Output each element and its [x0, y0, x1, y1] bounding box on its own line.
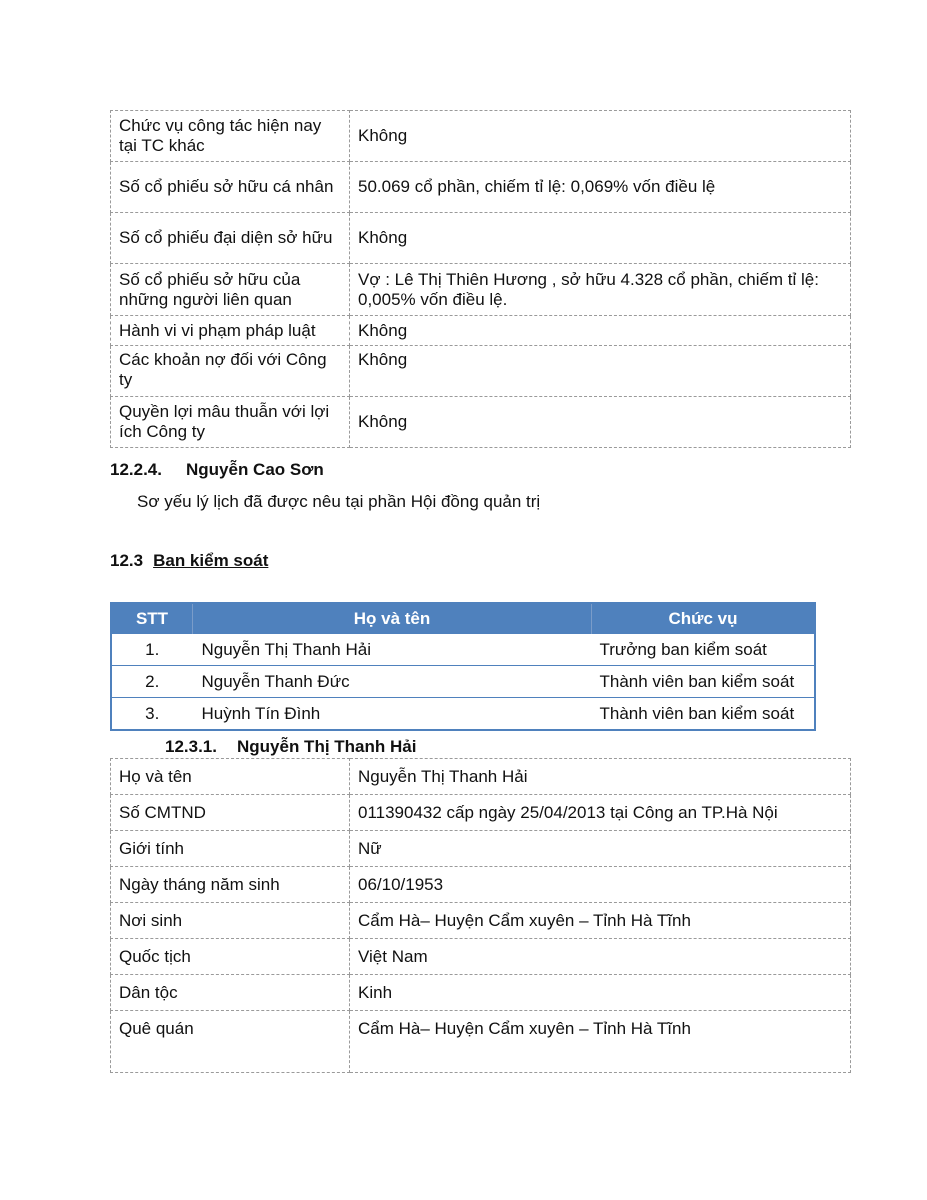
- role-cell: Thành viên ban kiểm soát: [592, 666, 816, 698]
- table-row: [111, 698, 815, 731]
- section-number: 12.3.1.: [165, 737, 217, 756]
- table-row: [111, 831, 851, 867]
- table-row: [111, 975, 851, 1011]
- role-cell: Trưởng ban kiểm soát: [592, 634, 816, 666]
- section-number: 12.2.4.: [110, 460, 162, 479]
- row-label: Dân tộc: [111, 975, 350, 1011]
- row-value: Kinh: [350, 975, 851, 1011]
- table-row: [111, 903, 851, 939]
- table-row: [111, 264, 851, 316]
- table-row: [111, 213, 851, 264]
- table-row: [111, 162, 851, 213]
- row-value: Nữ: [350, 831, 851, 867]
- row-label: Quốc tịch: [111, 939, 350, 975]
- row-label: Ngày tháng năm sinh: [111, 867, 350, 903]
- column-header-role: Chức vụ: [592, 603, 816, 634]
- section-title: Ban kiểm soát: [153, 551, 269, 570]
- table-row: [111, 316, 851, 346]
- row-label: Hành vi vi phạm pháp luật: [111, 316, 350, 346]
- table-row: [111, 1011, 851, 1073]
- member-info-table: [110, 110, 851, 448]
- row-label: Chức vụ công tác hiện nay tại TC khác: [111, 111, 350, 162]
- role-cell: Thành viên ban kiểm soát: [599, 703, 795, 723]
- row-value: 50.069 cổ phần, chiếm tỉ lệ: 0,069% vốn điều lệ: [350, 162, 851, 213]
- row-value: Không: [350, 316, 851, 346]
- name-cell: Nguyễn Thị Thanh Hải: [193, 634, 592, 666]
- section-title: Nguyễn Thị Thanh Hải: [237, 737, 417, 756]
- row-value: Không: [350, 397, 851, 448]
- table-row: [111, 867, 851, 903]
- row-value: Cẩm Hà– Huyện Cẩm xuyên – Tỉnh Hà Tĩnh: [350, 903, 851, 939]
- section-title: Nguyễn Cao Sơn: [186, 460, 324, 479]
- table-row: [111, 759, 851, 795]
- table-row: [111, 795, 851, 831]
- table-row: [111, 634, 815, 666]
- name-cell: Nguyễn Thanh Đức: [193, 666, 592, 698]
- section-number: 12.3: [110, 551, 144, 570]
- row-label: Số cổ phiếu sở hữu của những người liên quan: [111, 264, 350, 316]
- row-value: Cẩm Hà– Huyện Cẩm xuyên – Tỉnh Hà Tĩnh: [350, 1011, 851, 1073]
- row-label: Nơi sinh: [111, 903, 350, 939]
- row-label: Các khoản nợ đối với Công ty: [111, 346, 350, 397]
- name-cell: Huỳnh Tín Đình: [201, 703, 321, 723]
- table-header-row: [111, 603, 815, 634]
- row-label: Số CMTND: [111, 795, 350, 831]
- profile-table: [110, 758, 851, 1073]
- row-label: Số cổ phiếu sở hữu cá nhân: [111, 162, 350, 213]
- stt-cell: 2.: [111, 666, 193, 698]
- row-value: Không: [350, 213, 851, 264]
- table-row: [111, 397, 851, 448]
- row-value: Không: [350, 111, 851, 162]
- column-header-stt: STT: [111, 603, 193, 634]
- table-row: [111, 111, 851, 162]
- stt-cell: 1.: [111, 634, 193, 666]
- row-value: Việt Nam: [350, 939, 851, 975]
- section-text: Sơ yếu lý lịch đã được nêu tại phần Hội đồng quản trị: [137, 492, 541, 511]
- table-row: [111, 939, 851, 975]
- row-value: Không: [350, 346, 851, 397]
- row-label: Quyền lợi mâu thuẫn với lợi ích Công ty: [111, 397, 350, 448]
- column-header-name: Họ và tên: [193, 603, 592, 634]
- row-value: Vợ : Lê Thị Thiên Hương , sở hữu 4.328 cổ phần, chiếm tỉ lệ: 0,005% vốn điều lệ.: [350, 264, 851, 316]
- table-row: [111, 346, 851, 397]
- row-label: Họ và tên: [111, 759, 350, 795]
- row-label: Quê quán: [111, 1011, 350, 1073]
- row-value: Nguyễn Thị Thanh Hải: [350, 759, 851, 795]
- section-heading-12-3: [110, 551, 268, 571]
- supervisory-board-table: [110, 602, 816, 731]
- row-label: Giới tính: [111, 831, 350, 867]
- row-label: Số cổ phiếu đại diện sở hữu: [111, 213, 350, 264]
- stt-cell: 3.: [145, 703, 160, 723]
- table-row: [111, 666, 815, 698]
- row-value: 06/10/1953: [350, 867, 851, 903]
- section-heading-12-3-1: [165, 737, 416, 757]
- section-heading-12-2-4: [110, 460, 324, 480]
- row-value: 011390432 cấp ngày 25/04/2013 tại Công an TP.Hà Nội: [350, 795, 851, 831]
